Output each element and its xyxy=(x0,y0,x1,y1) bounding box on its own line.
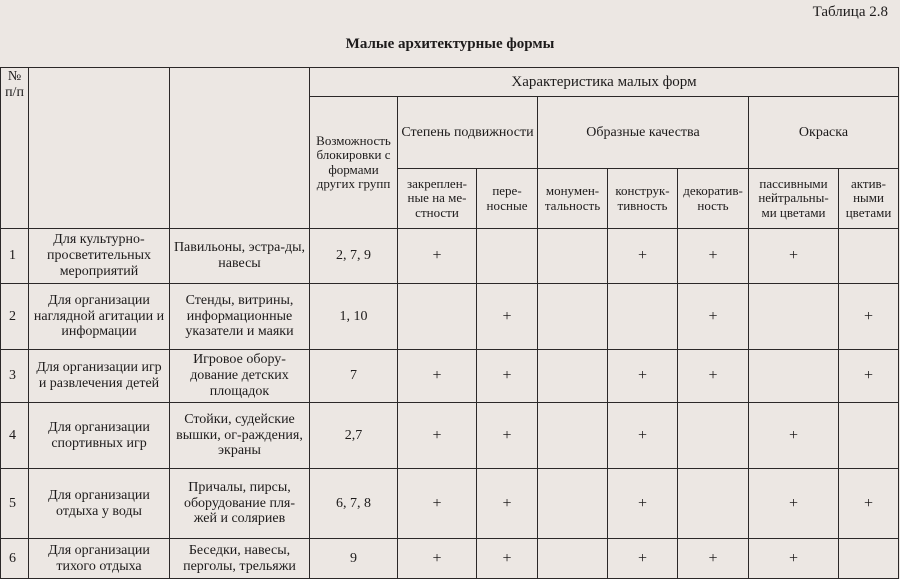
fixed-cell xyxy=(398,284,477,350)
constructivity-cell: + xyxy=(608,403,678,469)
row-number: 3 xyxy=(1,350,29,403)
header-characteristics: Характеристика малых форм xyxy=(310,68,899,97)
constructivity-cell: + xyxy=(608,469,678,539)
passive-colors-cell xyxy=(749,350,839,403)
purpose-cell: Для культурно-просветительных мероприятий xyxy=(29,229,170,284)
table-number: Таблица 2.8 xyxy=(812,4,888,20)
header-decorativity: декоратив-ность xyxy=(678,169,749,229)
decorativity-cell xyxy=(678,469,749,539)
table-row xyxy=(1,284,899,350)
decorativity-cell: + xyxy=(678,350,749,403)
header-mobility: Степень подвижности xyxy=(398,97,538,169)
blocking-cell: 2, 7, 9 xyxy=(310,229,398,284)
monumentality-cell xyxy=(538,403,608,469)
active-colors-cell xyxy=(839,539,899,579)
decorativity-cell: + xyxy=(678,284,749,350)
header-portable: пере-носные xyxy=(477,169,538,229)
row-number: 6 xyxy=(1,539,29,579)
table-row xyxy=(1,403,899,469)
constructivity-cell: + xyxy=(608,350,678,403)
portable-cell: + xyxy=(477,469,538,539)
table-row xyxy=(1,469,899,539)
examples-cell: Игровое обору-дование детских площадок xyxy=(170,350,310,403)
passive-colors-cell: + xyxy=(749,539,839,579)
passive-colors-cell xyxy=(749,284,839,350)
header-blocking: Возможность блокировки с формами других групп xyxy=(310,97,398,229)
header-fixed: закреплен-ные на ме-стности xyxy=(398,169,477,229)
header-purpose xyxy=(29,68,170,229)
fixed-cell: + xyxy=(398,350,477,403)
examples-cell: Павильоны, эстра-ды, навесы xyxy=(170,229,310,284)
monumentality-cell xyxy=(538,539,608,579)
examples-cell: Стойки, судейские вышки, ог-раждения, экраны xyxy=(170,403,310,469)
fixed-cell: + xyxy=(398,403,477,469)
portable-cell: + xyxy=(477,539,538,579)
header-active-colors: актив-ными цветами xyxy=(839,169,899,229)
table-row xyxy=(1,229,899,284)
architectural-forms-table xyxy=(0,67,899,579)
constructivity-cell: + xyxy=(608,539,678,579)
row-number: 1 xyxy=(1,229,29,284)
active-colors-cell: + xyxy=(839,350,899,403)
active-colors-cell xyxy=(839,229,899,284)
active-colors-cell: + xyxy=(839,284,899,350)
portable-cell: + xyxy=(477,403,538,469)
fixed-cell: + xyxy=(398,469,477,539)
portable-cell xyxy=(477,229,538,284)
portable-cell: + xyxy=(477,350,538,403)
decorativity-cell: + xyxy=(678,229,749,284)
header-constructivity: конструк-тивность xyxy=(608,169,678,229)
purpose-cell: Для организации отдыха у воды xyxy=(29,469,170,539)
header-row-number: № п/п xyxy=(1,68,29,229)
decorativity-cell: + xyxy=(678,539,749,579)
passive-colors-cell: + xyxy=(749,229,839,284)
examples-cell: Стенды, витрины, информационные указатели и маяки xyxy=(170,284,310,350)
blocking-cell: 2,7 xyxy=(310,403,398,469)
monumentality-cell xyxy=(538,469,608,539)
examples-cell: Беседки, навесы, перголы, трельяжи xyxy=(170,539,310,579)
constructivity-cell: + xyxy=(608,229,678,284)
monumentality-cell xyxy=(538,284,608,350)
header-passive-colors: пассивными нейтральны-ми цветами xyxy=(749,169,839,229)
table-row xyxy=(1,539,899,579)
row-number: 5 xyxy=(1,469,29,539)
decorativity-cell xyxy=(678,403,749,469)
passive-colors-cell: + xyxy=(749,403,839,469)
active-colors-cell: + xyxy=(839,469,899,539)
purpose-cell: Для организации игр и развлечения детей xyxy=(29,350,170,403)
table-row xyxy=(1,350,899,403)
header-coloring: Окраска xyxy=(749,97,899,169)
active-colors-cell xyxy=(839,403,899,469)
header-monumentality: монумен-тальность xyxy=(538,169,608,229)
row-number: 2 xyxy=(1,284,29,350)
blocking-cell: 6, 7, 8 xyxy=(310,469,398,539)
blocking-cell: 9 xyxy=(310,539,398,579)
monumentality-cell xyxy=(538,350,608,403)
header-figurative: Образные качества xyxy=(538,97,749,169)
fixed-cell: + xyxy=(398,539,477,579)
blocking-cell: 1, 10 xyxy=(310,284,398,350)
blocking-cell: 7 xyxy=(310,350,398,403)
header-examples xyxy=(170,68,310,229)
purpose-cell: Для организации тихого отдыха xyxy=(29,539,170,579)
fixed-cell: + xyxy=(398,229,477,284)
row-number: 4 xyxy=(1,403,29,469)
passive-colors-cell: + xyxy=(749,469,839,539)
constructivity-cell xyxy=(608,284,678,350)
examples-cell: Причалы, пирсы, оборудование пля-жей и соляриев xyxy=(170,469,310,539)
monumentality-cell xyxy=(538,229,608,284)
table-title: Малые архитектурные формы xyxy=(345,36,555,52)
portable-cell: + xyxy=(477,284,538,350)
purpose-cell: Для организации спортивных игр xyxy=(29,403,170,469)
purpose-cell: Для организации наглядной агитации и информации xyxy=(29,284,170,350)
